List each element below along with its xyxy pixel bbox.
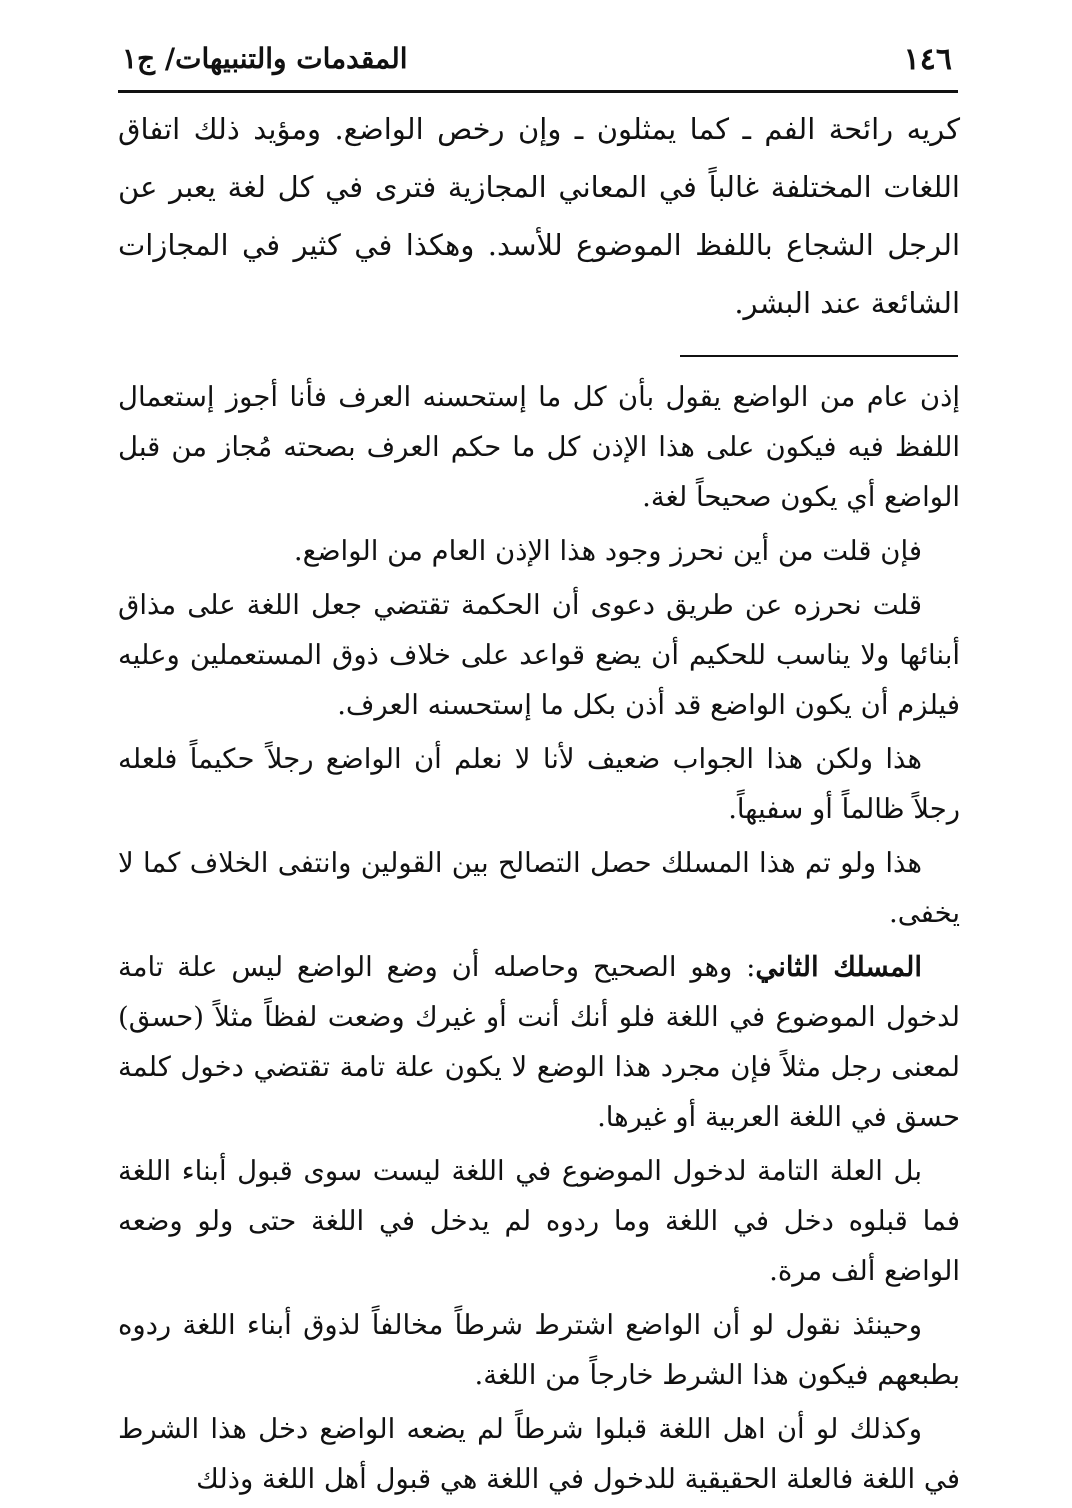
main-text	[118, 100, 960, 332]
header-rule	[118, 90, 958, 93]
second-approach-term: المسلك الثاني	[755, 951, 922, 983]
footnote-paragraph-5: هذا ولو تم هذا المسلك حصل التصالح بين القولين وانتفى الخلاف كما لا يخفى.	[118, 847, 960, 929]
main-paragraph: كريه رائحة الفم ـ كما يمثلون ـ وإن رخص الواضع. ومؤيد ذلك اتفاق اللغات المختلفة غالباً في المعاني المجازية فترى في كل لغة يعبر عن الرجل الشجاع باللفظ الموضوع للأسد. وهكذا في كثير في المجازات الشائعة عند البشر.	[118, 112, 960, 320]
footnote-paragraph-3: قلت نحرزه عن طريق دعوى أن الحكمة تقتضي جعل اللغة على مذاق أبنائها ولا يناسب للحكيم أن يضع قواعد على خلاف ذوق المستعملين وعليه فيلزم أن يكون الواضع قد أذن بكل ما إستحسنه العرف.	[118, 589, 960, 721]
footnote-paragraph-9: وكذلك لو أن اهل اللغة قبلوا شرطاً لم يضعه الواضع دخل هذا الشرط في اللغة فالعلة الحقيقية للدخول في اللغة هي قبول أهل اللغة وذلك	[118, 1413, 960, 1495]
footnote-paragraph-2: فإن قلت من أين نحرز وجود هذا الإذن العام من الواضع.	[293, 535, 922, 567]
footnote-separator	[680, 355, 958, 357]
page-header	[118, 38, 956, 84]
page-number: ١٤٦	[903, 42, 952, 77]
running-title: المقدمات والتنبيهات/ ج١	[122, 42, 408, 75]
footnote-paragraph-6	[118, 942, 960, 1142]
footnote-paragraph-1: إذن عام من الواضع يقول بأن كل ما إستحسنه العرف فأنا أجوز إستعمال اللفظ فيه فيكون على هذا الإذن كل ما حكم العرف بصحته مُجاز من قبل الواضع أي يكون صحيحاً لغة.	[118, 381, 960, 513]
footnote-paragraph-8: وحينئذ نقول لو أن الواضع اشترط شرطاً مخالفاً لذوق أبناء اللغة ردوه بطبعهم فيكون هذا الشرط خارجاً من اللغة.	[118, 1309, 960, 1391]
footnote-paragraph-6-text: : وهو الصحيح وحاصله أن وضع الواضع ليس علة تامة لدخول الموضوع في اللغة فلو أنك أنت أو غيرك وضعت لفظاً مثلاً (حسق) لمعنى رجل مثلاً فإن مجرد هذا الوضع لا يكون علة تامة تقتضي دخول كلمة حسق في اللغة العربية أو غيرها.	[118, 951, 960, 1133]
footnote-paragraph-7: بل العلة التامة لدخول الموضوع في اللغة ليست سوى قبول أبناء اللغة فما قبلوه دخل في اللغة وما ردوه لم يدخل في اللغة حتى ولو وضعه الواضع ألف مرة.	[118, 1155, 960, 1287]
footnote-paragraph-4: هذا ولكن هذا الجواب ضعيف لأنا لا نعلم أن الواضع رجلاً حكيماً فلعله رجلاً ظالماً أو سفيهاً.	[118, 743, 960, 825]
footnotes	[118, 372, 960, 1508]
